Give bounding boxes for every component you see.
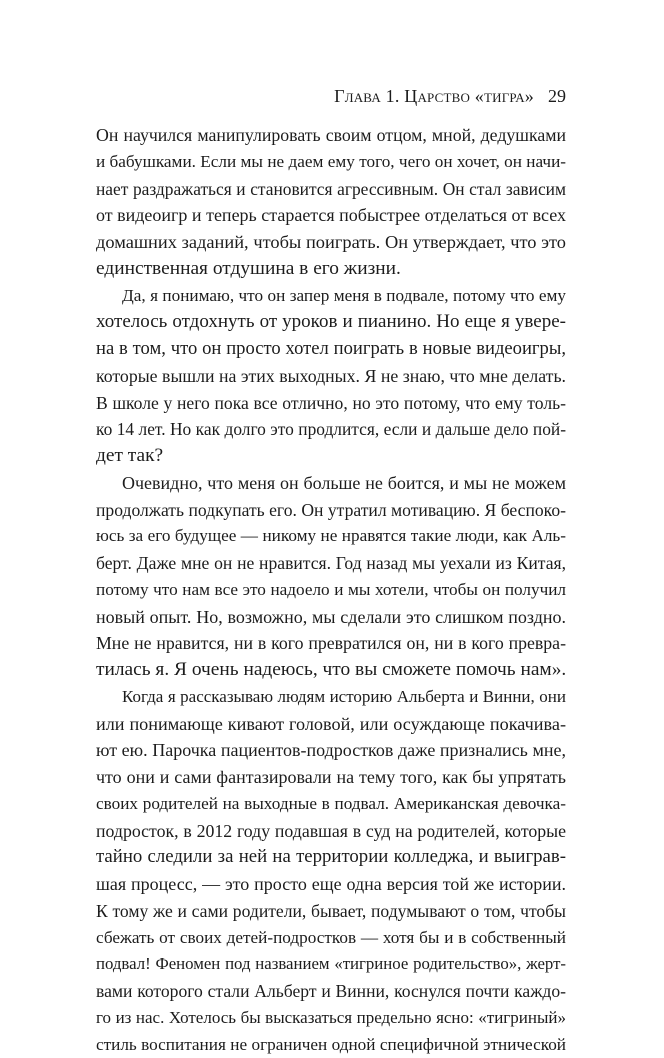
text-line: нает раздражаться и становится агрессивным. Он стал зависим — [96, 176, 566, 203]
text-line: стиль воспитания не ограничен одной специфичной этнической — [96, 1032, 566, 1058]
body-text — [96, 122, 566, 1058]
text-line: Он научился манипулировать своим отцом, мной, дедушками — [96, 122, 566, 149]
text-line: юсь за его будущее — никому не нравятся такие люди, как Аль- — [96, 523, 566, 550]
text-line: продолжать подкупать его. Он утратил мотивацию. Я беспоко- — [96, 497, 566, 524]
paragraph — [96, 283, 566, 470]
text-line: вами которого стали Альберт и Винни, коснулся почти каждо- — [96, 978, 566, 1005]
paragraph-container — [96, 122, 566, 1058]
text-line: ко 14 лет. Но как долго это продлится, если и дальше дело пой- — [96, 416, 566, 443]
text-line: от видеоигр и теперь старается побыстрее отделаться от всех — [96, 202, 566, 229]
text-line: сбежать от своих детей-подростков — хотя бы и в собственный — [96, 925, 566, 952]
text-line: подросток, в 2012 году подавшая в суд на родителей, которые — [96, 818, 566, 845]
text-line: Очевидно, что меня он больше не боится, и мы не можем — [96, 470, 566, 497]
text-line: единственная отдушина в его жизни. — [96, 256, 566, 283]
page-number: 29 — [548, 85, 566, 107]
text-line: потому что нам все это надоело и мы хотели, чтобы он получил — [96, 577, 566, 604]
paragraph — [96, 684, 566, 1058]
text-line: тайно следили за ней на территории колледжа, и выиграв- — [96, 844, 566, 871]
paragraph — [96, 470, 566, 684]
text-line: Когда я рассказываю людям историю Альберта и Винни, они — [96, 684, 566, 711]
text-line: новый опыт. Но, возможно, мы сделали это слишком поздно. — [96, 604, 566, 631]
text-line: домашних заданий, чтобы поиграть. Он утверждает, что это — [96, 229, 566, 256]
text-line: К тому же и сами родители, бывает, подумывают о том, чтобы — [96, 898, 566, 925]
text-line: хотелось отдохнуть от уроков и пианино. Но еще я увере- — [96, 309, 566, 336]
text-line: что они и сами фантазировали на тему того, как бы упрятать — [96, 764, 566, 791]
text-line: шая процесс, — это просто еще одна версия той же истории. — [96, 871, 566, 898]
text-line: Мне не нравится, ни в кого превратился он, ни в кого превра- — [96, 630, 566, 657]
text-line: Да, я понимаю, что он запер меня в подвале, потому что ему — [96, 283, 566, 310]
text-line: ют ею. Парочка пациентов-подростков даже признались мне, — [96, 737, 566, 764]
text-line: подвал! Феномен под названием «тигриное родительство», жерт- — [96, 951, 566, 978]
text-line: или понимающе кивают головой, или осуждающе покачива- — [96, 711, 566, 738]
text-line: го из нас. Хотелось бы высказаться предельно ясно: «тигриный» — [96, 1005, 566, 1032]
text-line: тилась я. Я очень надеюсь, что вы сможете помочь нам». — [96, 657, 566, 684]
text-line: берт. Даже мне он не нравится. Год назад мы уехали из Китая, — [96, 550, 566, 577]
text-line: своих родителей на выходные в подвал. Американская девочка- — [96, 791, 566, 818]
running-header — [0, 85, 566, 107]
text-line: на в том, что он просто хотел поиграть в новые видеоигры, — [96, 336, 566, 363]
chapter-title: Глава 1. Царство «тигра» — [334, 86, 534, 106]
text-line: дет так? — [96, 443, 566, 470]
text-line: и бабушками. Если мы не даем ему того, чего он хочет, он начи- — [96, 149, 566, 176]
text-line: В школе у него пока все отлично, но это потому, что ему толь- — [96, 390, 566, 417]
text-line: которые вышли на этих выходных. Я не знаю, что мне делать. — [96, 363, 566, 390]
paragraph — [96, 122, 566, 283]
